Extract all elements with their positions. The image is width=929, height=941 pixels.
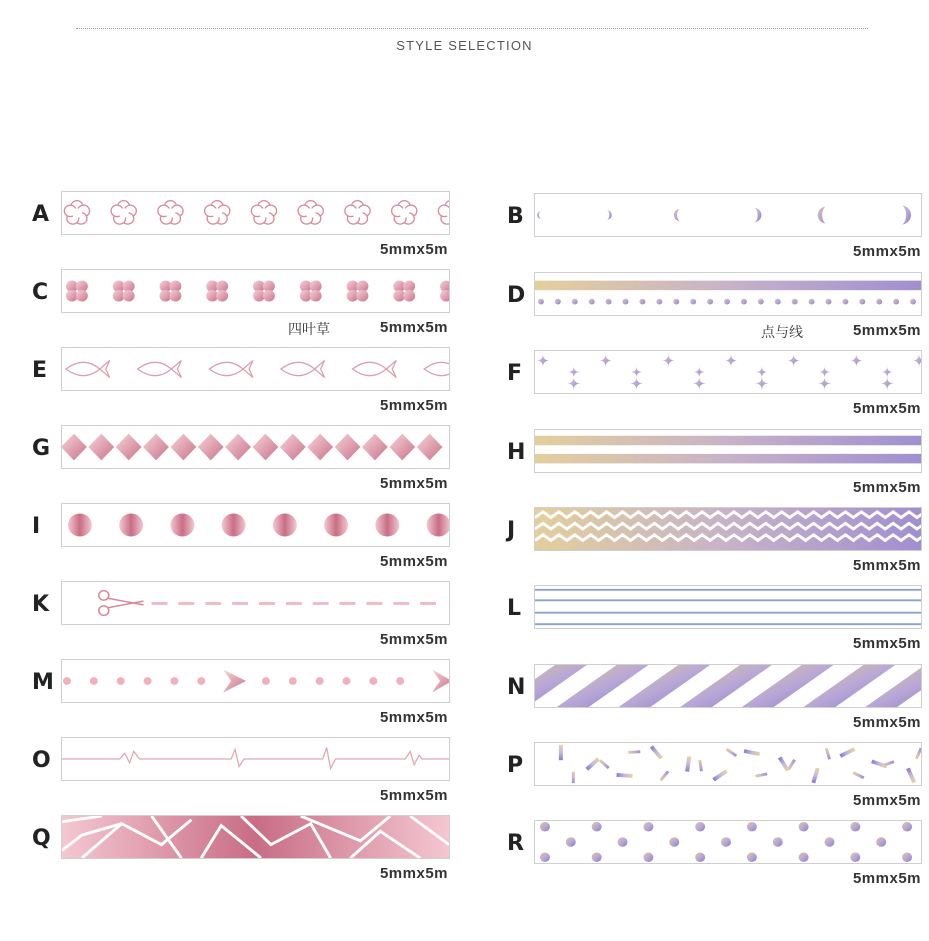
style-letter-b: B [507,204,524,229]
tape-swatch-g[interactable] [61,425,450,469]
size-label-p: 5mmx5m [852,792,921,809]
dots-and-arrows-pattern [62,660,449,702]
style-letter-q: Q [32,826,51,851]
size-label-k: 5mmx5m [379,631,448,648]
style-letter-g: G [32,436,51,461]
heartbeat-line-pattern [62,738,449,780]
size-label-l: 5mmx5m [852,635,921,652]
sparkle-stars-pattern [535,351,921,393]
size-label-q: 5mmx5m [379,865,448,882]
style-letter-k: K [32,592,50,617]
top-divider [76,28,868,29]
style-letter-l: L [507,596,522,621]
dots-pattern [62,504,449,546]
tape-swatch-j[interactable] [534,507,922,551]
double-stripe-pattern [535,430,921,472]
style-name-d: 点与线 [761,325,803,341]
size-label-d: 5mmx5m [852,322,921,339]
size-label-o: 5mmx5m [379,787,448,804]
fish-outline-pattern [62,348,449,390]
style-name-c: 四叶草 [288,322,330,338]
style-letter-i: I [32,514,41,539]
tape-swatch-o[interactable] [61,737,450,781]
size-label-m: 5mmx5m [379,709,448,726]
size-label-h: 5mmx5m [852,479,921,496]
style-letter-p: P [507,753,524,778]
shattered-triangles-pattern [62,816,449,858]
diagonal-stripe-pattern [535,665,921,707]
tape-swatch-l[interactable] [534,585,922,629]
style-letter-c: C [32,280,49,305]
size-label-b: 5mmx5m [852,243,921,260]
tape-swatch-m[interactable] [61,659,450,703]
style-letter-e: E [32,358,48,383]
style-letter-a: A [32,202,50,227]
chevron-pattern [535,508,921,550]
size-label-r: 5mmx5m [852,870,921,887]
tape-swatch-d[interactable] [534,272,922,316]
page-title: STYLE SELECTION [396,38,533,53]
size-label-f: 5mmx5m [852,400,921,417]
style-letter-d: D [507,283,526,308]
style-letter-o: O [32,748,51,773]
tape-swatch-r[interactable] [534,820,922,864]
tape-swatch-a[interactable] [61,191,450,235]
style-letter-r: R [507,831,524,856]
tape-swatch-n[interactable] [534,664,922,708]
size-label-g: 5mmx5m [379,475,448,492]
size-label-j: 5mmx5m [852,557,921,574]
tape-swatch-h[interactable] [534,429,922,473]
tape-swatch-k[interactable] [61,581,450,625]
tape-swatch-i[interactable] [61,503,450,547]
style-letter-n: N [507,675,526,700]
tape-swatch-f[interactable] [534,350,922,394]
size-label-i: 5mmx5m [379,553,448,570]
tape-swatch-e[interactable] [61,347,450,391]
size-label-n: 5mmx5m [852,714,921,731]
half-moon-dots-pattern [535,821,921,863]
moon-phase-dash-pattern [535,194,921,236]
grid-pattern [535,586,921,628]
four-leaf-clover-pattern [62,270,449,312]
tape-swatch-c[interactable] [61,269,450,313]
diamonds-pattern [62,426,449,468]
tape-swatch-p[interactable] [534,742,922,786]
style-letter-m: M [32,670,54,695]
size-label-e: 5mmx5m [379,397,448,414]
style-letter-j: J [507,518,516,543]
dot-and-line-pattern [535,273,921,315]
size-label-a: 5mmx5m [379,241,448,258]
scissors-cutline-pattern [62,582,449,624]
style-letter-h: H [507,440,526,465]
size-label-c: 5mmx5m [379,319,448,336]
confetti-sticks-pattern [535,743,921,785]
sakura-outline-pattern [62,192,449,234]
tape-swatch-b[interactable] [534,193,922,237]
style-letter-f: F [507,361,523,386]
tape-swatch-q[interactable] [61,815,450,859]
